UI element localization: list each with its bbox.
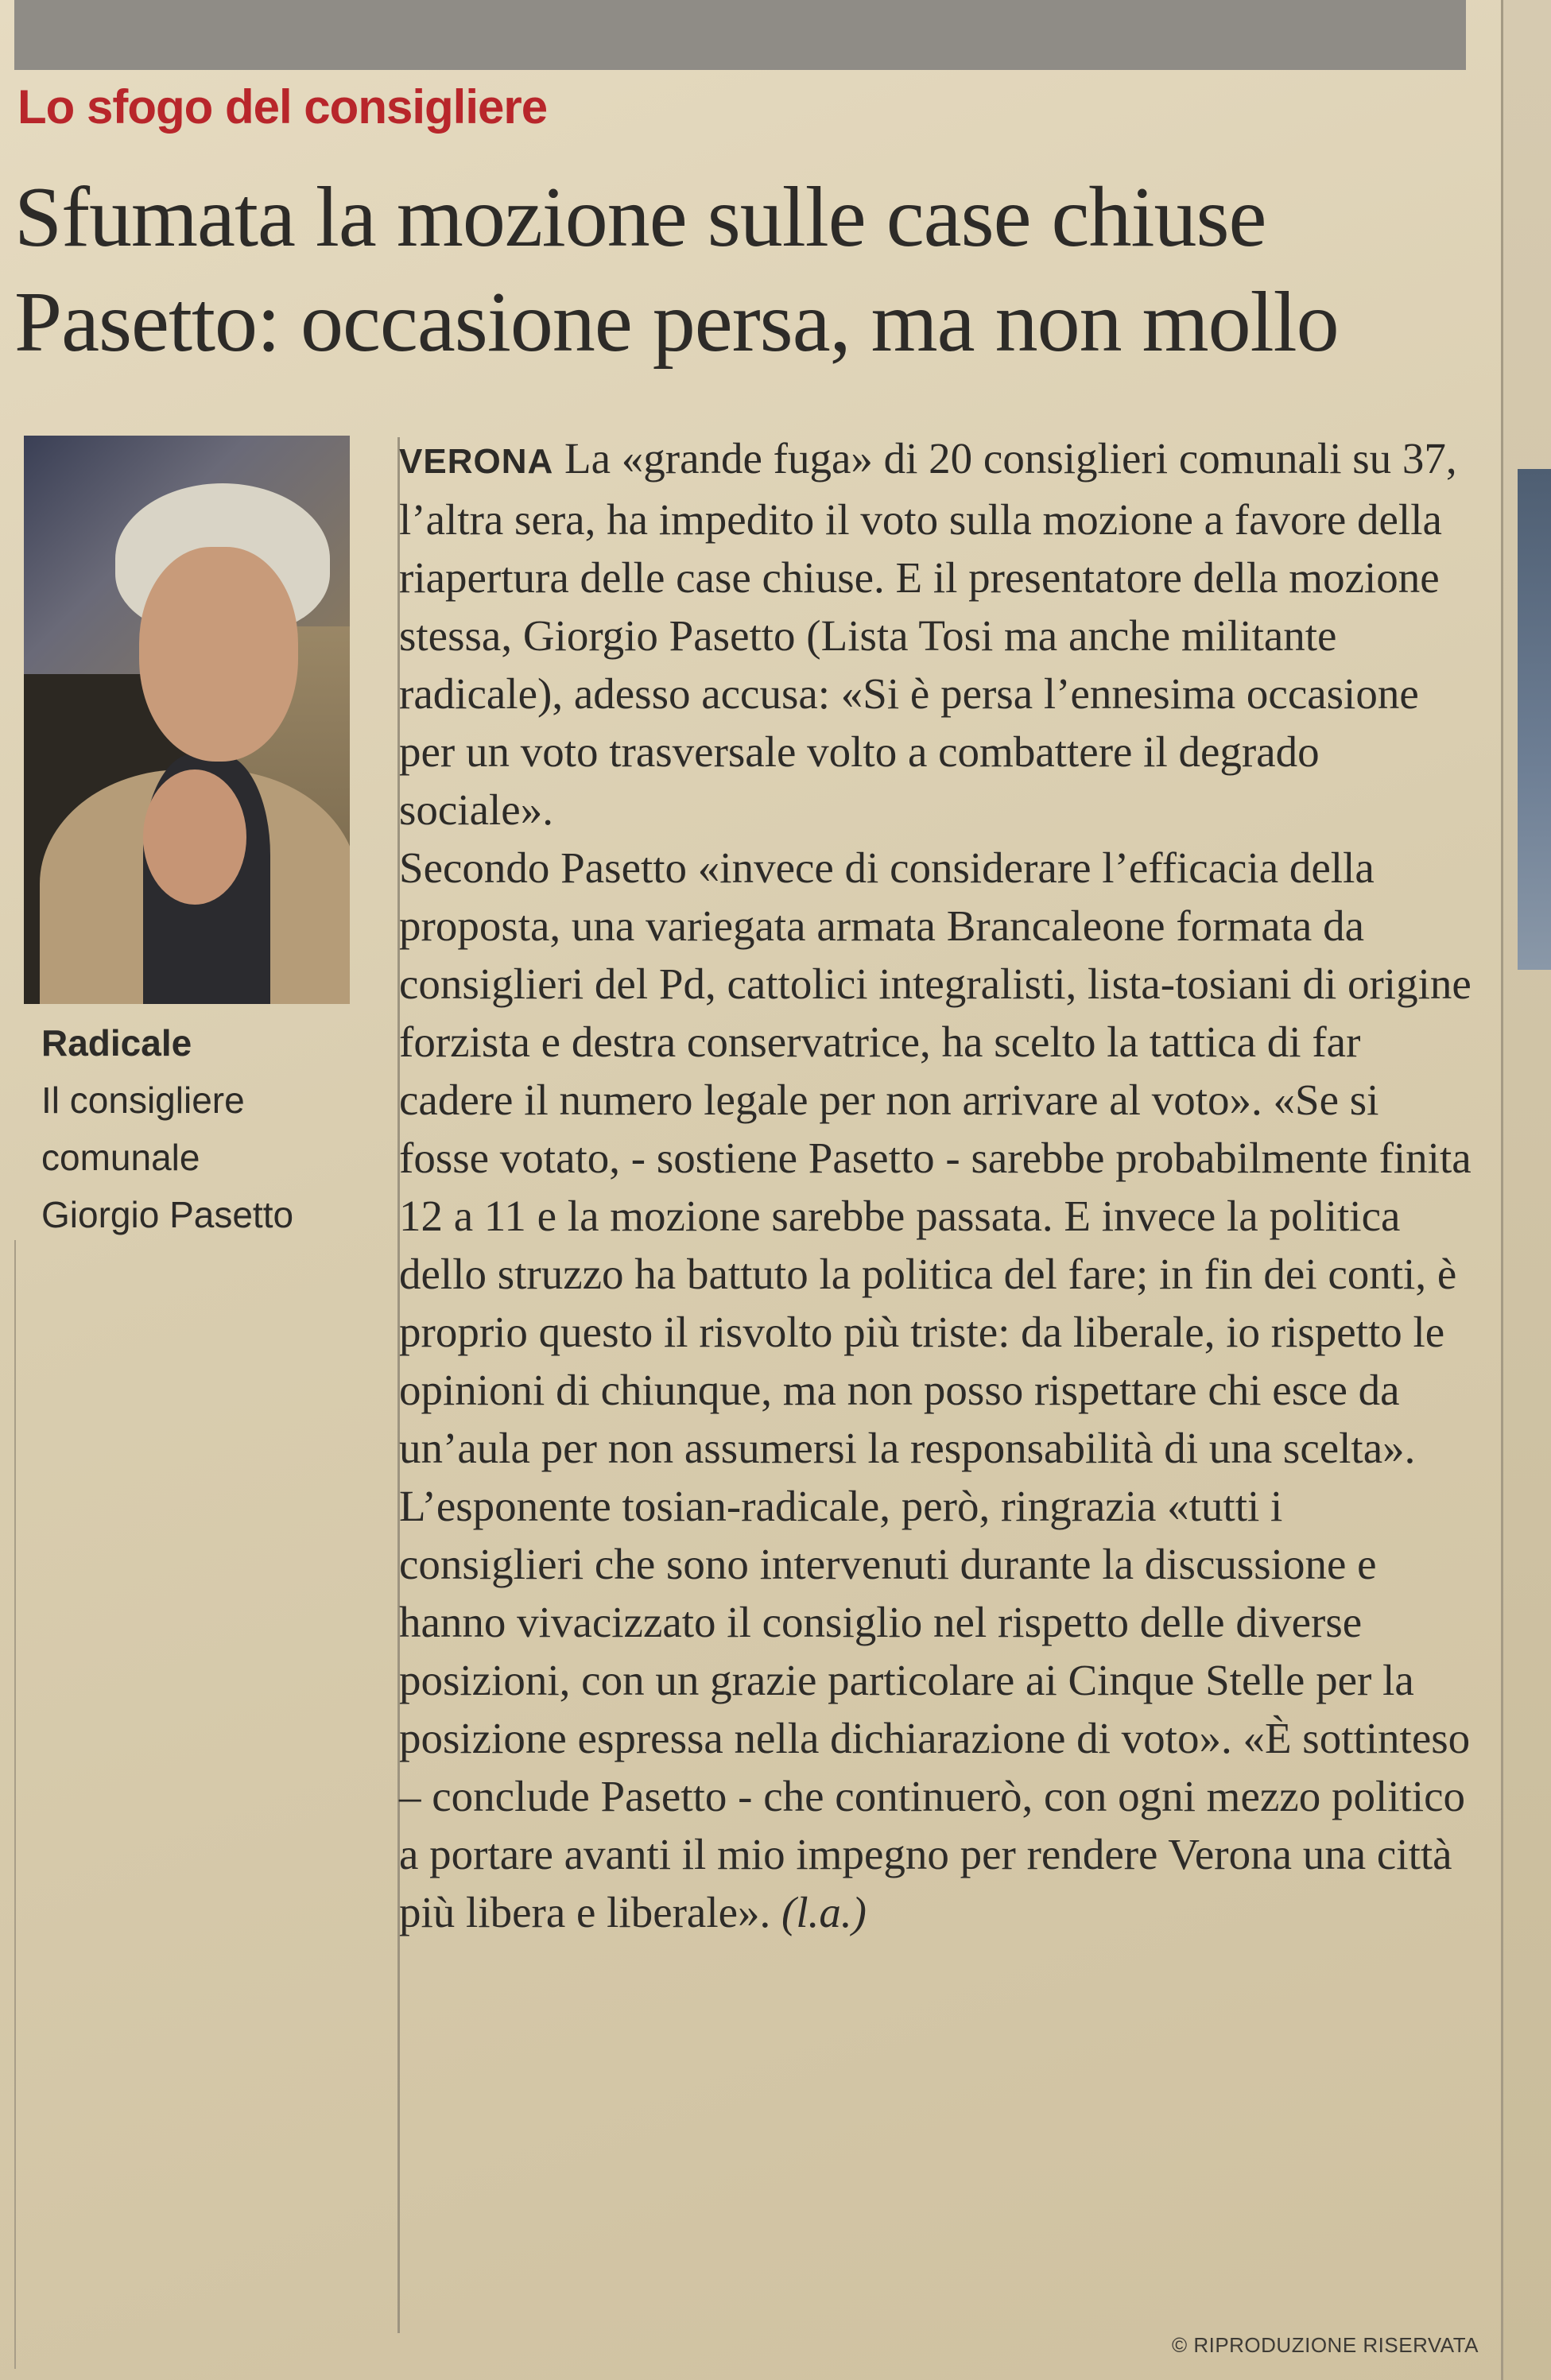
- adjacent-photo-edge: [1518, 469, 1551, 970]
- headline-text: Sfumata la mozione sulle case chiuse Pasetto: occasione persa, ma non mollo: [14, 170, 1339, 370]
- top-gray-bar: [14, 0, 1466, 70]
- article-kicker: Lo sfogo del consigliere: [17, 80, 548, 134]
- paragraph-1-text: La «grande fuga» di 20 consiglieri comunali su 37, l’altra sera, ha impedito il voto sulla mozione a favore della riapertura delle case chiuse. E il presentatore della mozione stessa, Giorgio Pasetto (Lista Tosi ma anche militante radicale), adesso accusa: «Si è persa l’ennesima occasione per un voto trasversale volto a combattere il degrado sociale».: [399, 434, 1457, 834]
- adjacent-column-edge: [1501, 0, 1551, 2380]
- author-initials: (l.a.): [781, 1888, 867, 1936]
- caption-title: Radicale: [41, 1022, 192, 1064]
- photo-caption: [41, 1014, 375, 1243]
- portrait-photo: [24, 436, 350, 1004]
- paragraph-3: [399, 1477, 1476, 1941]
- paragraph-3-text: L’esponente tosian-radicale, però, ringrazia «tutti i consiglieri che sono intervenuti durante la discussione e hanno vivacizzato il consiglio nel rispetto delle diverse posizioni, con un grazie particolare ai Cinque Stelle per la posizione espressa nella dichiarazione di voto». «È sottinteso – conclude Pasetto - che continuerò, con ogni mezzo politico a portare avanti il mio impegno per rendere Verona una città più libera e liberale».: [399, 1482, 1471, 1936]
- left-column-rule: [14, 1240, 16, 2369]
- caption-line: Il consigliere: [41, 1080, 245, 1121]
- paragraph-2: Secondo Pasetto «invece di considerare l’efficacia della proposta, una variegata armata Brancaleone formata da consiglieri del Pd, cattolici integralisti, lista-tosiani di origine forzista e destra conservatrice, ha scelto la tattica di far cadere il numero legale per non arrivare al voto». «Se si fosse votato, - sostiene Pasetto - sarebbe probabilmente finita 12 a 11 e la mozione sarebbe passata. E invece la politica dello struzzo ha battuto la politica del fare; in fin dei conti, è proprio questo il risvolto più triste: da liberale, io rispetto le opinioni di chiunque, ma non posso rispettare chi esce da un’aula per non assumersi la responsabilità di una scelta».: [399, 843, 1472, 1472]
- article-body: [399, 429, 1476, 1941]
- photo-hand: [143, 769, 246, 905]
- caption-line: comunale: [41, 1137, 200, 1178]
- copyright-notice: © RIPRODUZIONE RISERVATA: [1171, 2333, 1479, 2357]
- article-headline: [14, 165, 1485, 375]
- dateline: VERONA: [399, 442, 554, 481]
- paragraph-1: [399, 429, 1476, 839]
- photo-face: [139, 547, 298, 762]
- caption-line: Giorgio Pasetto: [41, 1194, 294, 1235]
